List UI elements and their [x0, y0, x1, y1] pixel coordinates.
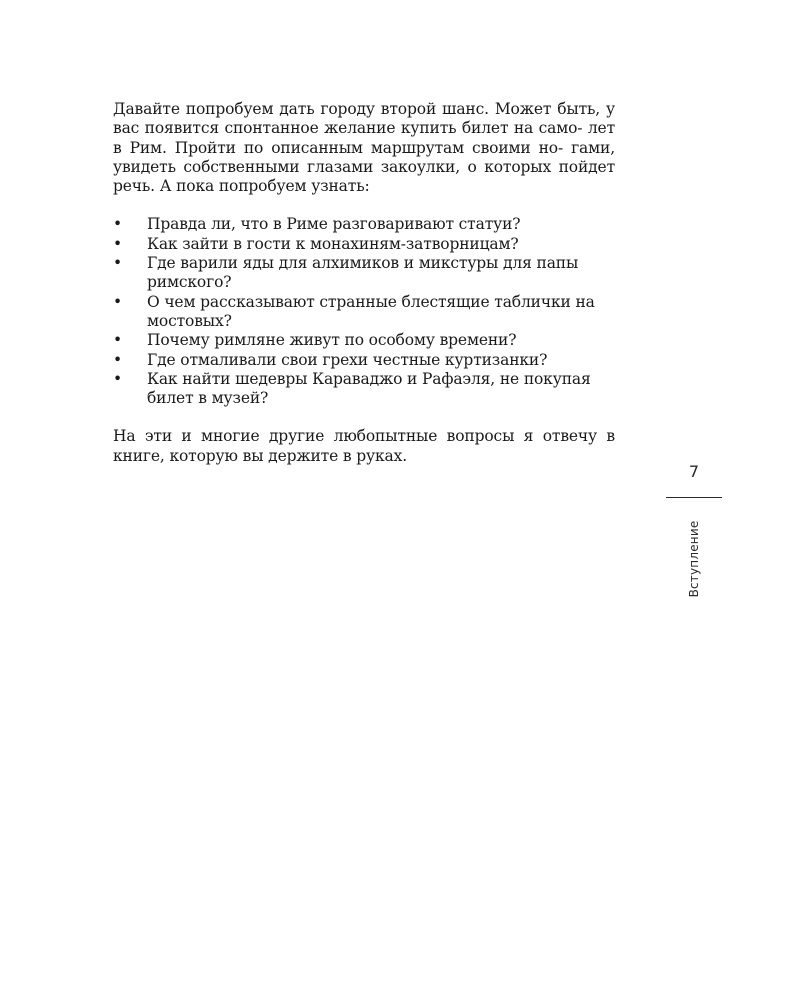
intro-line: лет в Рим. Пройти по описанным маршрутам своими но-: [113, 119, 615, 157]
page-number: 7: [688, 462, 700, 481]
list-item: [113, 351, 615, 370]
list-item: [113, 235, 615, 254]
bullet-icon: •: [113, 369, 122, 388]
running-header: [684, 520, 704, 598]
closing-paragraph: На эти и многие другие любопытные вопросы я отвечу в книге, которую вы держите в руках.: [113, 427, 615, 465]
intro-line: у вас появится спонтанное желание купить билет на само-: [113, 100, 616, 138]
question-text: Как зайти в гости к монахиням-затворницам?: [147, 234, 519, 253]
list-item: [113, 215, 615, 234]
question-text: Где отмаливали свои грехи честные куртизанки?: [147, 350, 548, 369]
list-item: [113, 254, 615, 293]
intro-paragraph: [113, 100, 615, 196]
question-text: Как найти шедевры Караваджо и Рафаэля, не покупая билет в музей?: [147, 369, 591, 408]
bullet-icon: •: [113, 350, 122, 369]
question-text: Почему римляне живут по особому времени?: [147, 331, 517, 350]
question-text: Где варили яды для алхимиков и микстуры для папы римского?: [147, 254, 579, 292]
bullet-icon: •: [113, 234, 122, 253]
page-text: [113, 100, 615, 466]
page-number-divider: [666, 497, 722, 498]
intro-line: гами, увидеть собственными глазами закоулки, о которых: [113, 138, 616, 176]
intro-line: пойдет речь. А пока попробуем узнать:: [113, 157, 615, 196]
intro-line: Давайте попробуем дать городу второй шанс. Может быть,: [113, 100, 601, 118]
bullet-icon: •: [113, 254, 122, 273]
section-label: Вступление: [687, 520, 701, 598]
question-text: О чем рассказывают странные блестящие таблички на мостовых?: [147, 292, 595, 330]
question-list: [113, 215, 615, 408]
question-text: Правда ли, что в Риме разговаривают статуи?: [147, 215, 521, 234]
bullet-icon: •: [113, 292, 122, 311]
list-item: [113, 370, 615, 409]
list-item: [113, 293, 615, 332]
list-item: [113, 331, 615, 350]
bullet-icon: •: [113, 331, 122, 350]
bullet-icon: •: [113, 215, 122, 234]
